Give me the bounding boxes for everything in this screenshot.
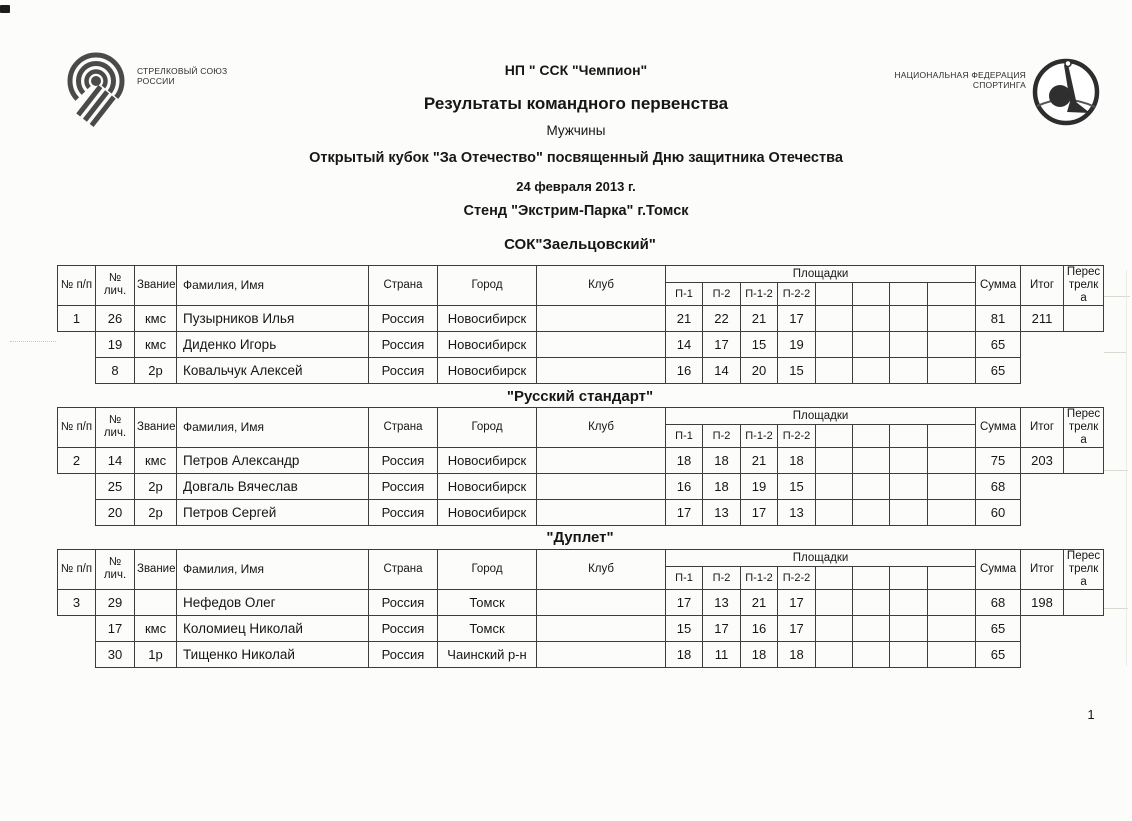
cell-score-7 <box>890 499 928 525</box>
cell-score-5 <box>816 641 853 667</box>
cell-total: 198 <box>1021 589 1064 615</box>
cell-score-1: 18 <box>666 447 703 473</box>
cell-shootoff <box>1064 473 1104 499</box>
cell-score-8 <box>928 305 976 331</box>
document-title: Результаты командного первенства <box>423 94 729 113</box>
cell-score-2: 22 <box>703 305 741 331</box>
cell-shootoff <box>1064 305 1104 331</box>
col-header-num-lich: № лич. <box>96 266 135 306</box>
cell-city: Новосибирск <box>438 305 537 331</box>
cell-city: Томск <box>438 589 537 615</box>
cell-score-2: 18 <box>703 447 741 473</box>
cell-score-4: 15 <box>778 357 816 383</box>
cell-score-2: 11 <box>703 641 741 667</box>
cell-shootoff <box>1064 331 1104 357</box>
cell-sum: 65 <box>976 357 1021 383</box>
scan-artifact <box>1126 270 1127 666</box>
cell-total <box>1021 499 1064 525</box>
col-header-station-5 <box>816 282 853 305</box>
col-header-club: Клуб <box>537 408 666 448</box>
cell-country: Россия <box>369 331 438 357</box>
table-row <box>58 357 1104 383</box>
table-row <box>58 499 1104 525</box>
cell-shootoff <box>1064 447 1104 473</box>
cell-club <box>537 615 666 641</box>
cell-num-pp <box>58 473 96 499</box>
scan-artifact <box>1104 352 1126 353</box>
team-title: "Дуплет" <box>546 529 614 546</box>
cell-num-lich: 19 <box>96 331 135 357</box>
cell-rank: 2р <box>135 357 177 383</box>
col-header-station-6 <box>853 566 890 589</box>
table-row <box>58 589 1104 615</box>
cell-rank: кмс <box>135 305 177 331</box>
cell-score-2: 13 <box>703 499 741 525</box>
cell-score-3: 15 <box>741 331 778 357</box>
cell-name: Коломиец Николай <box>177 615 369 641</box>
col-header-rank: Звание <box>135 408 177 448</box>
cell-score-3: 21 <box>741 305 778 331</box>
sporting-federation-line1: НАЦИОНАЛЬНАЯ ФЕДЕРАЦИЯ <box>894 70 1026 80</box>
col-header-rank: Звание <box>135 550 177 590</box>
cell-num-lich: 14 <box>96 447 135 473</box>
cell-score-2: 17 <box>703 615 741 641</box>
cell-total <box>1021 641 1064 667</box>
scan-artifact <box>10 341 56 342</box>
col-header-num-pp: № п/п <box>58 266 96 306</box>
cell-rank: кмс <box>135 331 177 357</box>
col-header-station-7 <box>890 566 928 589</box>
cell-score-8 <box>928 615 976 641</box>
cell-score-8 <box>928 331 976 357</box>
team-results-table-container <box>57 549 1104 668</box>
cell-sum: 65 <box>976 331 1021 357</box>
cell-score-8 <box>928 357 976 383</box>
col-header-shootoff: Перестрелка <box>1064 408 1104 448</box>
cell-score-3: 20 <box>741 357 778 383</box>
sporting-federation-line2: СПОРТИНГА <box>972 80 1026 90</box>
cell-num-pp <box>58 357 96 383</box>
cell-score-5 <box>816 589 853 615</box>
cell-sum: 65 <box>976 641 1021 667</box>
team-results-table-container <box>57 265 1104 384</box>
col-header-rank: Звание <box>135 266 177 306</box>
organization-title: НП " ССК "Чемпион" <box>504 62 648 78</box>
col-header-name: Фамилия, Имя <box>177 550 369 590</box>
page-number: 1 <box>1087 707 1095 722</box>
cell-score-1: 16 <box>666 473 703 499</box>
cell-score-1: 18 <box>666 641 703 667</box>
cell-score-6 <box>853 473 890 499</box>
col-header-city: Город <box>438 266 537 306</box>
cell-country: Россия <box>369 357 438 383</box>
cell-score-8 <box>928 589 976 615</box>
cell-score-7 <box>890 615 928 641</box>
cell-city: Новосибирск <box>438 447 537 473</box>
cell-sum: 65 <box>976 615 1021 641</box>
cell-score-3: 19 <box>741 473 778 499</box>
col-header-shootoff: Перестрелка <box>1064 266 1104 306</box>
col-header-station-1: П-1 <box>666 282 703 305</box>
cell-total <box>1021 615 1064 641</box>
results-table <box>57 407 1104 526</box>
results-table <box>57 265 1104 384</box>
col-header-station-2: П-2 <box>703 424 741 447</box>
cell-score-3: 21 <box>741 447 778 473</box>
table-row <box>58 447 1104 473</box>
cell-score-4: 19 <box>778 331 816 357</box>
results-table <box>57 549 1104 668</box>
col-header-stations-group: Площадки <box>666 266 976 283</box>
cell-club <box>537 589 666 615</box>
shooting-union-line2: РОССИИ <box>137 76 175 86</box>
cell-score-4: 15 <box>778 473 816 499</box>
col-header-station-1: П-1 <box>666 566 703 589</box>
table-row <box>58 331 1104 357</box>
cell-score-2: 13 <box>703 589 741 615</box>
cell-name: Петров Сергей <box>177 499 369 525</box>
cell-club <box>537 331 666 357</box>
cell-num-pp <box>58 615 96 641</box>
team-results-table-container <box>57 407 1104 526</box>
cell-rank <box>135 589 177 615</box>
cell-sum: 68 <box>976 589 1021 615</box>
cell-score-1: 15 <box>666 615 703 641</box>
col-header-station-7 <box>890 424 928 447</box>
cell-name: Пузырников Илья <box>177 305 369 331</box>
table-row <box>58 305 1104 331</box>
cell-club <box>537 473 666 499</box>
cell-score-6 <box>853 589 890 615</box>
cell-city: Новосибирск <box>438 473 537 499</box>
col-header-country: Страна <box>369 266 438 306</box>
cell-club <box>537 499 666 525</box>
cell-rank: 1р <box>135 641 177 667</box>
col-header-station-3: П-1-2 <box>741 566 778 589</box>
col-header-station-8 <box>928 566 976 589</box>
scan-speck <box>0 5 10 13</box>
shooting-union-line1: СТРЕЛКОВЫЙ СОЮЗ <box>137 66 228 76</box>
col-header-station-1: П-1 <box>666 424 703 447</box>
col-header-station-8 <box>928 282 976 305</box>
cell-score-7 <box>890 357 928 383</box>
cell-score-2: 14 <box>703 357 741 383</box>
col-header-station-4: П-2-2 <box>778 566 816 589</box>
cell-score-4: 17 <box>778 305 816 331</box>
cell-num-lich: 17 <box>96 615 135 641</box>
cell-score-5 <box>816 331 853 357</box>
cell-score-6 <box>853 447 890 473</box>
cell-score-7 <box>890 305 928 331</box>
col-header-total: Итог <box>1021 408 1064 448</box>
cell-club <box>537 641 666 667</box>
cell-score-8 <box>928 473 976 499</box>
cell-score-7 <box>890 641 928 667</box>
scan-artifact <box>1104 470 1128 471</box>
cell-score-5 <box>816 499 853 525</box>
cell-shootoff <box>1064 499 1104 525</box>
cell-num-lich: 26 <box>96 305 135 331</box>
cell-score-1: 16 <box>666 357 703 383</box>
col-header-shootoff: Перестрелка <box>1064 550 1104 590</box>
cell-score-7 <box>890 473 928 499</box>
cell-country: Россия <box>369 473 438 499</box>
cell-name: Нефедов Олег <box>177 589 369 615</box>
cell-club <box>537 305 666 331</box>
col-header-name: Фамилия, Имя <box>177 266 369 306</box>
col-header-city: Город <box>438 408 537 448</box>
col-header-num-lich: № лич. <box>96 408 135 448</box>
cell-score-8 <box>928 447 976 473</box>
cell-score-4: 17 <box>778 615 816 641</box>
cell-num-lich: 30 <box>96 641 135 667</box>
col-header-sum: Сумма <box>976 266 1021 306</box>
cell-city: Томск <box>438 615 537 641</box>
cell-num-pp <box>58 331 96 357</box>
col-header-country: Страна <box>369 550 438 590</box>
col-header-stations-group: Площадки <box>666 408 976 425</box>
cell-total <box>1021 357 1064 383</box>
cell-country: Россия <box>369 499 438 525</box>
col-header-stations-group: Площадки <box>666 550 976 567</box>
cell-score-7 <box>890 447 928 473</box>
event-date: 24 февраля 2013 г. <box>516 179 636 194</box>
cell-shootoff <box>1064 615 1104 641</box>
cell-num-lich: 20 <box>96 499 135 525</box>
table-row <box>58 615 1104 641</box>
col-header-country: Страна <box>369 408 438 448</box>
cell-score-8 <box>928 641 976 667</box>
cell-rank: кмс <box>135 615 177 641</box>
cell-score-2: 18 <box>703 473 741 499</box>
cell-country: Россия <box>369 305 438 331</box>
category-subtitle: Мужчины <box>546 123 606 138</box>
cell-total <box>1021 473 1064 499</box>
col-header-station-3: П-1-2 <box>741 424 778 447</box>
cell-sum: 60 <box>976 499 1021 525</box>
col-header-station-6 <box>853 424 890 447</box>
cell-rank: 2р <box>135 499 177 525</box>
cell-score-5 <box>816 473 853 499</box>
cell-shootoff <box>1064 357 1104 383</box>
scan-artifact <box>1104 608 1128 609</box>
cell-name: Диденко Игорь <box>177 331 369 357</box>
cell-score-3: 17 <box>741 499 778 525</box>
cell-city: Новосибирск <box>438 499 537 525</box>
cell-name: Довгаль Вячеслав <box>177 473 369 499</box>
team-title: "Русский стандарт" <box>506 388 654 405</box>
cell-score-6 <box>853 641 890 667</box>
event-venue: Стенд "Экстрим-Парка" г.Томск <box>463 203 689 219</box>
cell-num-pp: 1 <box>58 305 96 331</box>
cell-score-5 <box>816 305 853 331</box>
cell-rank: кмс <box>135 447 177 473</box>
col-header-club: Клуб <box>537 550 666 590</box>
cell-score-4: 17 <box>778 589 816 615</box>
table-row <box>58 641 1104 667</box>
col-header-station-4: П-2-2 <box>778 282 816 305</box>
col-header-num-pp: № п/п <box>58 550 96 590</box>
cell-score-2: 17 <box>703 331 741 357</box>
cell-country: Россия <box>369 641 438 667</box>
cell-score-7 <box>890 589 928 615</box>
cell-total: 203 <box>1021 447 1064 473</box>
cell-club <box>537 447 666 473</box>
cell-score-5 <box>816 447 853 473</box>
cell-score-4: 18 <box>778 447 816 473</box>
col-header-name: Фамилия, Имя <box>177 408 369 448</box>
cell-num-lich: 8 <box>96 357 135 383</box>
col-header-total: Итог <box>1021 266 1064 306</box>
col-header-num-lich: № лич. <box>96 550 135 590</box>
col-header-station-7 <box>890 282 928 305</box>
cell-city: Новосибирск <box>438 357 537 383</box>
col-header-sum: Сумма <box>976 408 1021 448</box>
cell-score-5 <box>816 357 853 383</box>
cell-shootoff <box>1064 589 1104 615</box>
cell-total <box>1021 331 1064 357</box>
col-header-station-2: П-2 <box>703 566 741 589</box>
cell-score-3: 16 <box>741 615 778 641</box>
col-header-total: Итог <box>1021 550 1064 590</box>
cell-num-lich: 25 <box>96 473 135 499</box>
cell-name: Тищенко Николай <box>177 641 369 667</box>
table-row <box>58 473 1104 499</box>
cell-city: Новосибирск <box>438 331 537 357</box>
cell-score-1: 17 <box>666 499 703 525</box>
col-header-station-5 <box>816 424 853 447</box>
cell-club <box>537 357 666 383</box>
cell-num-pp: 2 <box>58 447 96 473</box>
col-header-station-6 <box>853 282 890 305</box>
cell-num-pp: 3 <box>58 589 96 615</box>
col-header-city: Город <box>438 550 537 590</box>
cell-score-3: 18 <box>741 641 778 667</box>
cell-shootoff <box>1064 641 1104 667</box>
cell-sum: 75 <box>976 447 1021 473</box>
cell-num-pp <box>58 641 96 667</box>
cell-score-8 <box>928 499 976 525</box>
cell-score-6 <box>853 615 890 641</box>
cell-city: Чаинский р-н <box>438 641 537 667</box>
cell-score-6 <box>853 331 890 357</box>
cell-name: Ковальчук Алексей <box>177 357 369 383</box>
cell-score-7 <box>890 331 928 357</box>
cell-score-6 <box>853 357 890 383</box>
col-header-sum: Сумма <box>976 550 1021 590</box>
col-header-club: Клуб <box>537 266 666 306</box>
cell-country: Россия <box>369 589 438 615</box>
cell-sum: 81 <box>976 305 1021 331</box>
cell-sum: 68 <box>976 473 1021 499</box>
col-header-num-pp: № п/п <box>58 408 96 448</box>
col-header-station-3: П-1-2 <box>741 282 778 305</box>
cell-num-pp <box>58 499 96 525</box>
cell-score-1: 17 <box>666 589 703 615</box>
col-header-station-8 <box>928 424 976 447</box>
cell-score-1: 14 <box>666 331 703 357</box>
cell-score-5 <box>816 615 853 641</box>
event-subtitle: Открытый кубок "За Отечество" посвященный Дню защитника Отечества <box>309 150 843 166</box>
col-header-station-2: П-2 <box>703 282 741 305</box>
cell-total: 211 <box>1021 305 1064 331</box>
cell-country: Россия <box>369 615 438 641</box>
cell-num-lich: 29 <box>96 589 135 615</box>
cell-score-4: 18 <box>778 641 816 667</box>
cell-name: Петров Александр <box>177 447 369 473</box>
cell-score-6 <box>853 305 890 331</box>
cell-country: Россия <box>369 447 438 473</box>
col-header-station-5 <box>816 566 853 589</box>
cell-rank: 2р <box>135 473 177 499</box>
team-title: СОК"Заельцовский" <box>504 236 656 253</box>
cell-score-4: 13 <box>778 499 816 525</box>
cell-score-1: 21 <box>666 305 703 331</box>
cell-score-6 <box>853 499 890 525</box>
col-header-station-4: П-2-2 <box>778 424 816 447</box>
cell-score-3: 21 <box>741 589 778 615</box>
